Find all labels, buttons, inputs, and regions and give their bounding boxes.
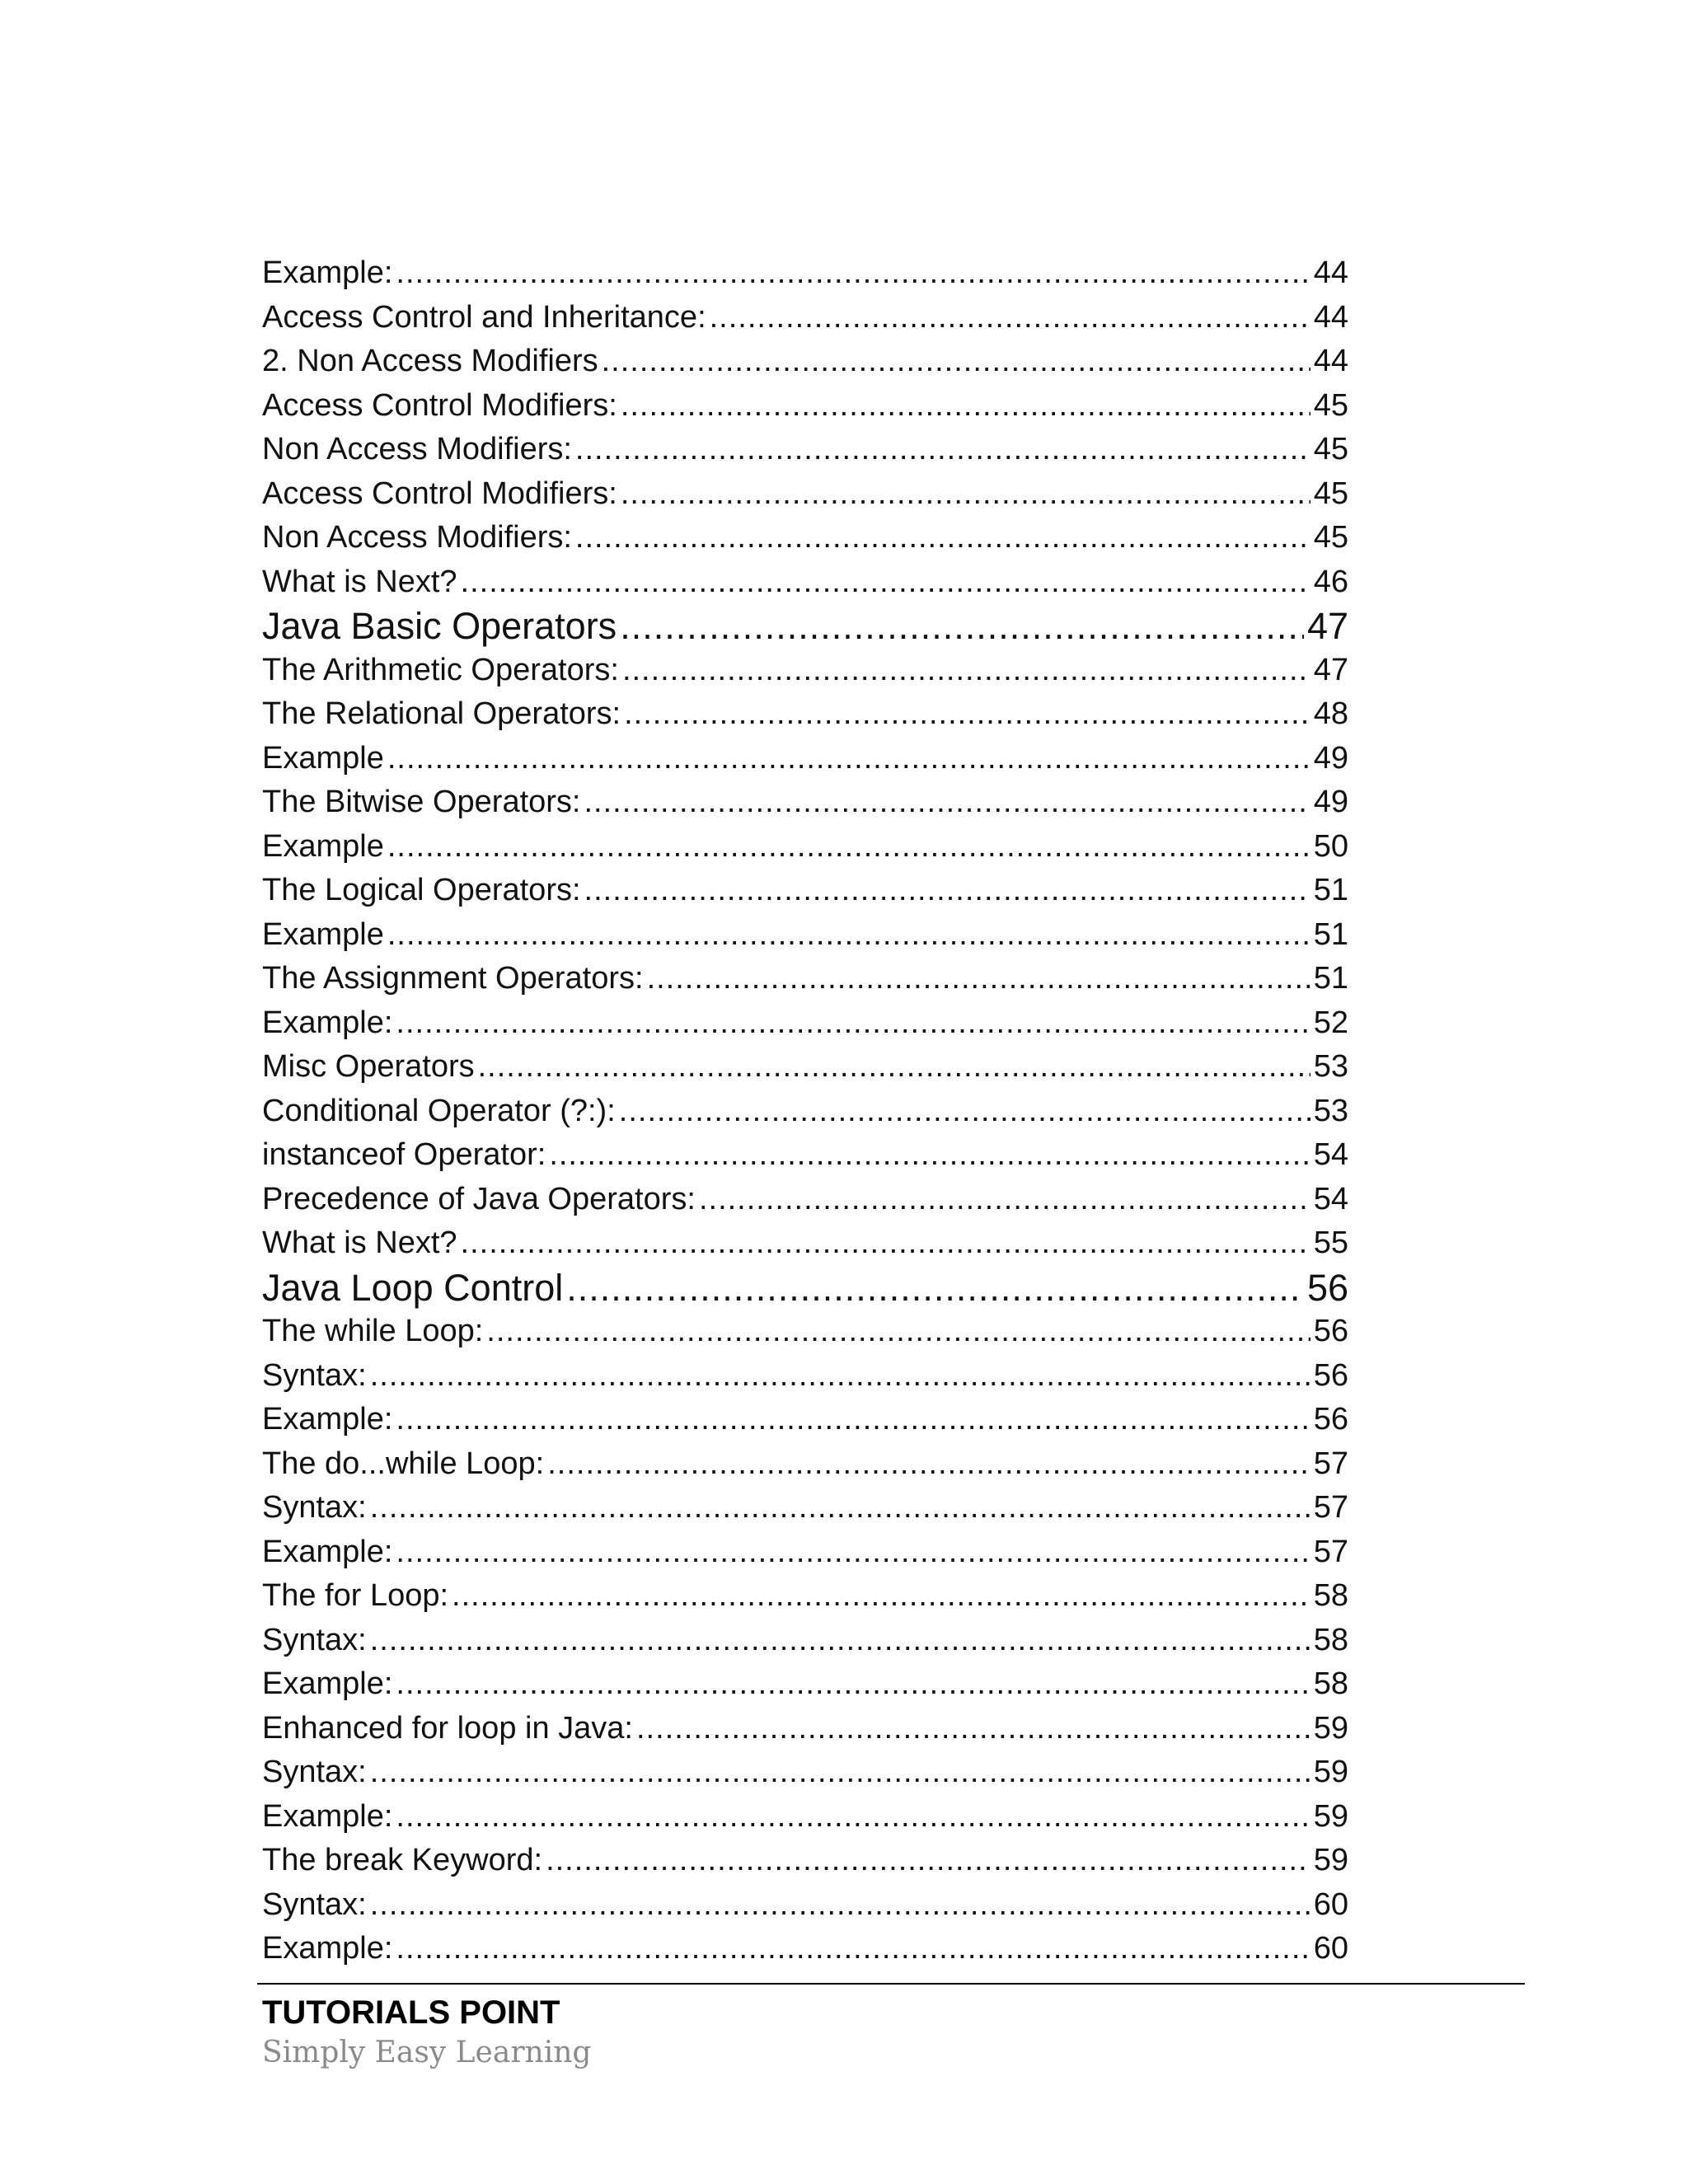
toc-entry-page-number: 54	[1313, 1137, 1348, 1172]
toc-entry-page-number: 45	[1313, 520, 1348, 555]
toc-dot-leader	[370, 1750, 1311, 1795]
toc-entry-title: Access Control and Inheritance:	[262, 299, 706, 335]
toc-entry-page-number: 51	[1313, 961, 1348, 996]
toc-entry-title: Example	[262, 828, 384, 864]
toc-entry[interactable]	[262, 1750, 1348, 1795]
toc-dot-leader	[620, 604, 1304, 649]
toc-entry[interactable]	[262, 472, 1348, 517]
toc-entry[interactable]	[262, 340, 1348, 384]
toc-entry-title: Syntax:	[262, 1357, 367, 1393]
toc-dot-leader	[584, 780, 1310, 825]
toc-entry-title: The break Keyword:	[262, 1843, 543, 1877]
toc-entry-page-number: 59	[1313, 1710, 1348, 1746]
toc-entry-page-number: 57	[1313, 1446, 1348, 1481]
toc-entry-page-number: 58	[1313, 1622, 1348, 1657]
toc-entry[interactable]	[262, 384, 1348, 429]
toc-entry-page-number: 51	[1313, 916, 1348, 952]
toc-entry[interactable]	[262, 1398, 1348, 1442]
toc-entry[interactable]	[262, 251, 1348, 296]
toc-dot-leader	[478, 1045, 1311, 1090]
toc-entry[interactable]	[262, 516, 1348, 560]
toc-entry[interactable]	[262, 1530, 1348, 1575]
toc-entry-title: What is Next?	[262, 564, 457, 599]
toc-entry[interactable]	[262, 957, 1348, 1001]
toc-entry-page-number: 49	[1313, 740, 1348, 776]
toc-entry-page-number: 52	[1313, 1005, 1348, 1040]
toc-entry[interactable]	[262, 737, 1348, 781]
toc-entry-page-number: 57	[1313, 1490, 1348, 1525]
toc-entry-page-number: 59	[1313, 1843, 1348, 1877]
toc-entry-page-number: 56	[1313, 1357, 1348, 1393]
toc-dot-leader	[622, 649, 1311, 693]
toc-entry-page-number: 44	[1313, 255, 1348, 290]
toc-entry-title: Example	[262, 740, 384, 776]
toc-entry[interactable]	[262, 869, 1348, 913]
toc-entry[interactable]	[262, 428, 1348, 472]
toc-dot-leader	[396, 1795, 1310, 1840]
toc-entry-title: Example:	[262, 255, 393, 290]
toc-dot-leader	[575, 428, 1311, 472]
toc-dot-leader	[396, 1927, 1310, 1971]
toc-entry-page-number: 48	[1313, 696, 1348, 731]
toc-entry[interactable]	[262, 1839, 1348, 1883]
toc-entry-title: Example:	[262, 1666, 393, 1701]
footer-divider	[257, 1983, 1525, 1985]
toc-dot-leader	[710, 296, 1311, 340]
toc-dot-leader	[396, 1662, 1310, 1707]
toc-dot-leader	[546, 1839, 1311, 1883]
toc-entry-title: Syntax:	[262, 1755, 367, 1789]
toc-entry-page-number: 46	[1313, 564, 1348, 599]
toc-entry[interactable]	[262, 560, 1348, 605]
toc-entry-page-number: 47	[1306, 605, 1348, 647]
toc-entry-title: Syntax:	[262, 1490, 367, 1525]
toc-dot-leader	[461, 560, 1311, 605]
footer-tagline: Simply Easy Learning	[262, 2036, 592, 2069]
footer-brand-name: TUTORIALS POINT	[262, 1994, 560, 2031]
toc-entry[interactable]	[262, 296, 1348, 340]
toc-dot-leader	[396, 1530, 1310, 1575]
toc-entry-page-number: 56	[1306, 1266, 1348, 1309]
toc-dot-leader	[549, 1133, 1310, 1178]
toc-entry-title: Java Basic Operators	[262, 605, 617, 647]
toc-dot-leader	[396, 251, 1310, 296]
toc-entry-title: The do...while Loop:	[262, 1446, 545, 1481]
toc-chapter-entry[interactable]	[262, 1266, 1348, 1310]
toc-entry-title: Enhanced for loop in Java:	[262, 1710, 633, 1746]
toc-dot-leader	[396, 1398, 1310, 1442]
toc-entry[interactable]	[262, 1574, 1348, 1619]
toc-entry-page-number: 45	[1313, 432, 1348, 466]
toc-entry[interactable]	[262, 1045, 1348, 1090]
toc-entry-page-number: 45	[1313, 387, 1348, 423]
toc-entry[interactable]	[262, 1354, 1348, 1399]
toc-dot-leader	[566, 1266, 1304, 1310]
toc-entry-title: The Arithmetic Operators:	[262, 652, 619, 687]
toc-dot-leader	[647, 957, 1311, 1001]
toc-entry[interactable]	[262, 1133, 1348, 1178]
toc-entry-title: What is Next?	[262, 1226, 457, 1260]
toc-dot-leader	[396, 1001, 1310, 1046]
toc-dot-leader	[387, 737, 1311, 781]
toc-entry-page-number: 50	[1313, 828, 1348, 864]
toc-entry[interactable]	[262, 1178, 1348, 1222]
toc-entry-page-number: 59	[1313, 1798, 1348, 1834]
toc-entry-title: The while Loop:	[262, 1314, 484, 1348]
toc-entry-page-number: 54	[1313, 1181, 1348, 1216]
toc-entry-page-number: 45	[1313, 476, 1348, 511]
toc-entry[interactable]	[262, 1221, 1348, 1266]
toc-entry-page-number: 58	[1313, 1578, 1348, 1613]
toc-entry-page-number: 53	[1313, 1049, 1348, 1084]
toc-entry-page-number: 53	[1313, 1093, 1348, 1128]
toc-entry-page-number: 60	[1313, 1931, 1348, 1966]
toc-entry[interactable]	[262, 1707, 1348, 1751]
toc-dot-leader	[624, 692, 1311, 737]
toc-entry[interactable]	[262, 1442, 1348, 1487]
toc-entry-page-number: 55	[1313, 1226, 1348, 1260]
toc-entry[interactable]	[262, 1090, 1348, 1134]
toc-entry[interactable]	[262, 1001, 1348, 1046]
toc-entry-title: Misc Operators	[262, 1049, 475, 1084]
toc-entry-page-number: 57	[1313, 1534, 1348, 1569]
toc-entry-title: Example:	[262, 1931, 393, 1966]
toc-dot-leader	[621, 384, 1311, 429]
toc-dot-leader	[370, 1486, 1311, 1530]
toc-entry-title: Example	[262, 916, 384, 952]
toc-entry-page-number: 51	[1313, 873, 1348, 907]
toc-entry-page-number: 49	[1313, 785, 1348, 819]
toc-entry-page-number: 56	[1313, 1314, 1348, 1348]
toc-entry-page-number: 47	[1313, 652, 1348, 687]
toc-entry-page-number: 60	[1313, 1886, 1348, 1922]
toc-dot-leader	[636, 1707, 1311, 1751]
toc-entry[interactable]	[262, 1927, 1348, 1971]
toc-entry[interactable]	[262, 913, 1348, 958]
toc-entry-title: Example:	[262, 1402, 393, 1436]
toc-dot-leader	[602, 340, 1311, 384]
toc-dot-leader	[370, 1354, 1311, 1399]
toc-entry[interactable]	[262, 1310, 1348, 1354]
toc-entry-title: Non Access Modifiers:	[262, 432, 572, 466]
toc-entry[interactable]	[262, 1619, 1348, 1663]
toc-dot-leader	[547, 1442, 1310, 1487]
toc-entry-page-number: 44	[1313, 344, 1348, 378]
toc-entry-title: The for Loop:	[262, 1578, 449, 1613]
toc-entry-page-number: 58	[1313, 1666, 1348, 1701]
toc-dot-leader	[452, 1574, 1311, 1619]
toc-dot-leader	[387, 913, 1311, 958]
toc-entry-title: Syntax:	[262, 1886, 367, 1922]
toc-entry-title: instanceof Operator:	[262, 1137, 546, 1172]
toc-dot-leader	[619, 1090, 1311, 1134]
toc-entry[interactable]	[262, 780, 1348, 825]
toc-entry-title: Precedence of Java Operators:	[262, 1181, 696, 1216]
toc-entry-page-number: 59	[1313, 1755, 1348, 1789]
toc-dot-leader	[486, 1310, 1310, 1354]
toc-entry-title: Example:	[262, 1534, 393, 1569]
toc-entry[interactable]	[262, 1662, 1348, 1707]
toc-entry-title: The Relational Operators:	[262, 696, 621, 731]
toc-entry-title: The Logical Operators:	[262, 873, 581, 907]
toc-entry[interactable]	[262, 1883, 1348, 1928]
toc-entry-title: Example:	[262, 1798, 393, 1834]
toc-entry[interactable]	[262, 1795, 1348, 1840]
toc-entry-title: Java Loop Control	[262, 1266, 564, 1309]
toc-dot-leader	[387, 825, 1311, 869]
toc-entry[interactable]	[262, 649, 1348, 693]
toc-dot-leader	[461, 1221, 1311, 1266]
toc-entry-title: Non Access Modifiers:	[262, 520, 572, 555]
toc-entry-title: Access Control Modifiers:	[262, 476, 617, 511]
toc-entry-title: The Assignment Operators:	[262, 961, 644, 996]
toc-entry[interactable]	[262, 825, 1348, 869]
toc-dot-leader	[699, 1178, 1311, 1222]
toc-dot-leader	[621, 472, 1311, 517]
toc-dot-leader	[370, 1883, 1311, 1928]
toc-entry-title: The Bitwise Operators:	[262, 785, 581, 819]
toc-entry-title: Conditional Operator (?:):	[262, 1093, 616, 1128]
toc-entry-title: Example:	[262, 1005, 393, 1040]
toc-entry[interactable]	[262, 1486, 1348, 1530]
toc-entry-page-number: 56	[1313, 1402, 1348, 1436]
table-of-contents	[262, 251, 1348, 1971]
toc-entry-title: Access Control Modifiers:	[262, 387, 617, 423]
toc-entry-page-number: 44	[1313, 299, 1348, 335]
toc-dot-leader	[370, 1619, 1311, 1663]
toc-chapter-entry[interactable]	[262, 604, 1348, 649]
toc-dot-leader	[584, 869, 1311, 913]
toc-entry-title: 2. Non Access Modifiers	[262, 344, 598, 378]
toc-entry[interactable]	[262, 692, 1348, 737]
toc-entry-title: Syntax:	[262, 1622, 367, 1657]
toc-dot-leader	[575, 516, 1311, 560]
